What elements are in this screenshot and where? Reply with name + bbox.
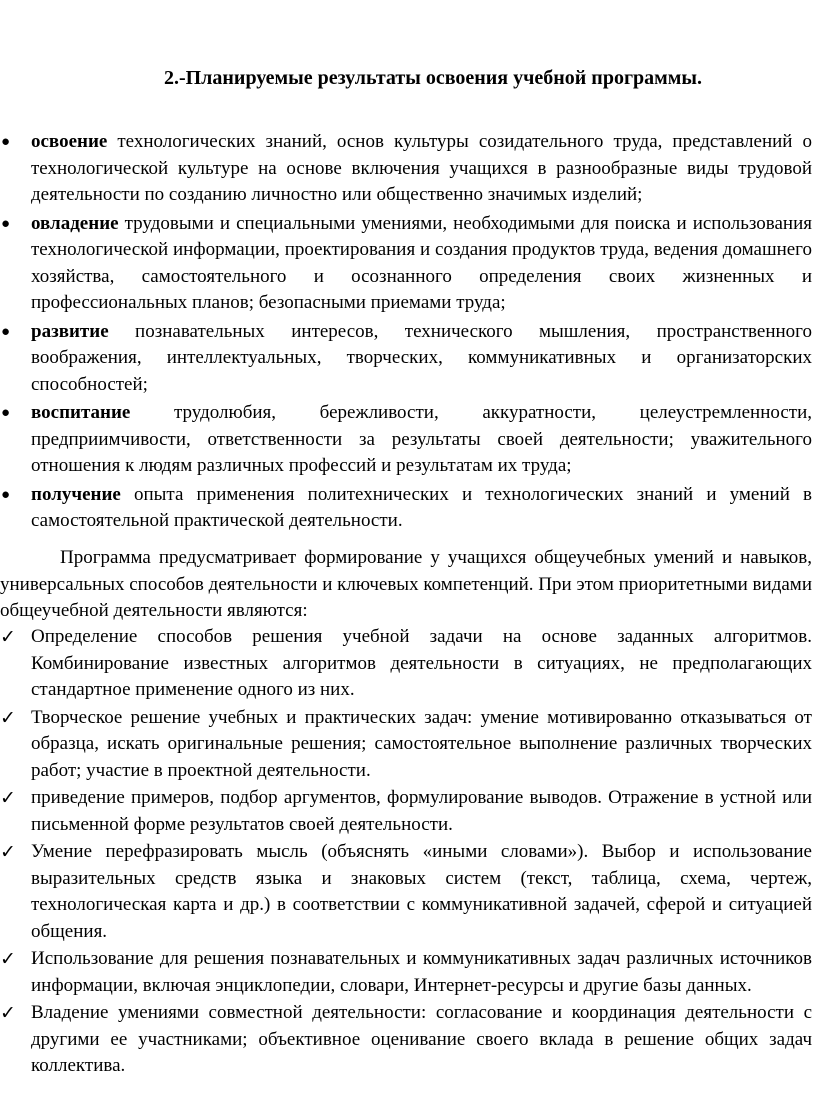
- list-item: [0, 319, 816, 399]
- list-item: [0, 1000, 816, 1080]
- checkmark-icon: ✓: [0, 1002, 16, 1024]
- list-item: [0, 129, 816, 209]
- list-item-text: технологических знаний, основ культуры созидательного труда, представлений о технологической культуре на основе включения учащихся в разнообразные виды трудовой деятельности по созданию личностно или общественно значимых изделий;: [31, 131, 812, 205]
- list-item: [0, 482, 816, 535]
- checkmark-icon: ✓: [0, 787, 16, 809]
- list-item: [0, 705, 816, 785]
- results-bullet-list: [0, 129, 816, 537]
- list-item-text: Владение умениями совместной деятельности: согласование и координация деятельности с другими ее участниками; объективное оценивание своего вклада в решение общих задач коллектива.: [31, 1002, 812, 1076]
- list-item-text: Определение способов решения учебной задачи на основе заданных алгоритмов. Комбинирование известных алгоритмов деятельности в ситуациях, не предполагающих стандартное применение одного из них.: [31, 626, 812, 700]
- list-item-lead: развитие: [31, 320, 109, 342]
- list-item-lead: воспитание: [31, 402, 131, 423]
- list-item-text: опыта применения политехнических и технологических знаний и умений в самостоятельной практической деятельности.: [31, 483, 812, 531]
- list-item-text: Творческое решение учебных и практических задач: умение мотивированно отказываться от образца, искать оригинальные решения; самостоятельное выполнение различных творческих работ; участие в проектной деятельности.: [31, 706, 812, 781]
- checkmark-icon: ✓: [0, 841, 16, 863]
- list-item: [0, 400, 816, 480]
- checkmark-icon: ✓: [0, 948, 16, 970]
- list-item-lead: овладение: [31, 212, 119, 234]
- list-item-text: Использование для решения познавательных и коммуникативных задач различных источников информации, включая энциклопедии, словари, Интернет-ресурсы и другие базы данных.: [31, 948, 812, 996]
- list-item: [0, 211, 816, 317]
- list-item: [0, 624, 816, 704]
- bullet-icon: ●: [1, 134, 11, 150]
- list-item-text: трудолюбия, бережливости, аккуратности, целеустремленности, предприимчивости, ответственности за результаты своей деятельности; уважительного отношения к людям различных профессий и результатам их труда;: [31, 402, 812, 476]
- list-item: [0, 839, 816, 945]
- list-item: [0, 946, 816, 999]
- checkmark-icon: ✓: [0, 626, 16, 648]
- bullet-icon: ●: [1, 486, 11, 503]
- bullet-icon: ●: [1, 215, 11, 232]
- list-item-text: приведение примеров, подбор аргументов, формулирование выводов. Отражение в устной или письменной форме результатов своей деятельности.: [31, 787, 812, 835]
- list-item-text: трудовыми и специальными умениями, необходимыми для поиска и использования технологической информации, проектирования и создания продуктов труда, ведения домашнего хозяйства, самостоятельного и осознанного определения своих жизненных и профессиональных планов; безопасными приемами труда;: [31, 212, 812, 313]
- list-item-text: Умение перефразировать мысль (объяснять «иными словами»). Выбор и использование выразительных средств языка и знаковых систем (текст, таблица, схема, чертеж, технологическая карта и др.) в соответствии с коммуникативной задачей, сферой и ситуацией общения.: [31, 841, 812, 942]
- list-item: [0, 785, 816, 838]
- list-item-lead: освоение: [31, 131, 108, 152]
- list-item-lead: получение: [31, 483, 121, 505]
- checkmark-icon: ✓: [0, 706, 16, 729]
- list-item-text: познавательных интересов, технического мышления, пространственного воображения, интеллектуальных, творческих, коммуникативных и организаторских способностей;: [31, 320, 812, 395]
- skills-check-list: [0, 624, 816, 1081]
- bullet-icon: ●: [1, 323, 11, 340]
- program-paragraph: Программа предусматривает формирование у учащихся общеучебных умений и навыков, универсальных способов деятельности и ключевых компетенций. При этом приоритетными видами общеучебной деятельности являются:: [0, 547, 812, 621]
- page-title: 2.-Планируемые результаты освоения учебной программы.: [163, 67, 703, 89]
- bullet-icon: ●: [1, 405, 11, 421]
